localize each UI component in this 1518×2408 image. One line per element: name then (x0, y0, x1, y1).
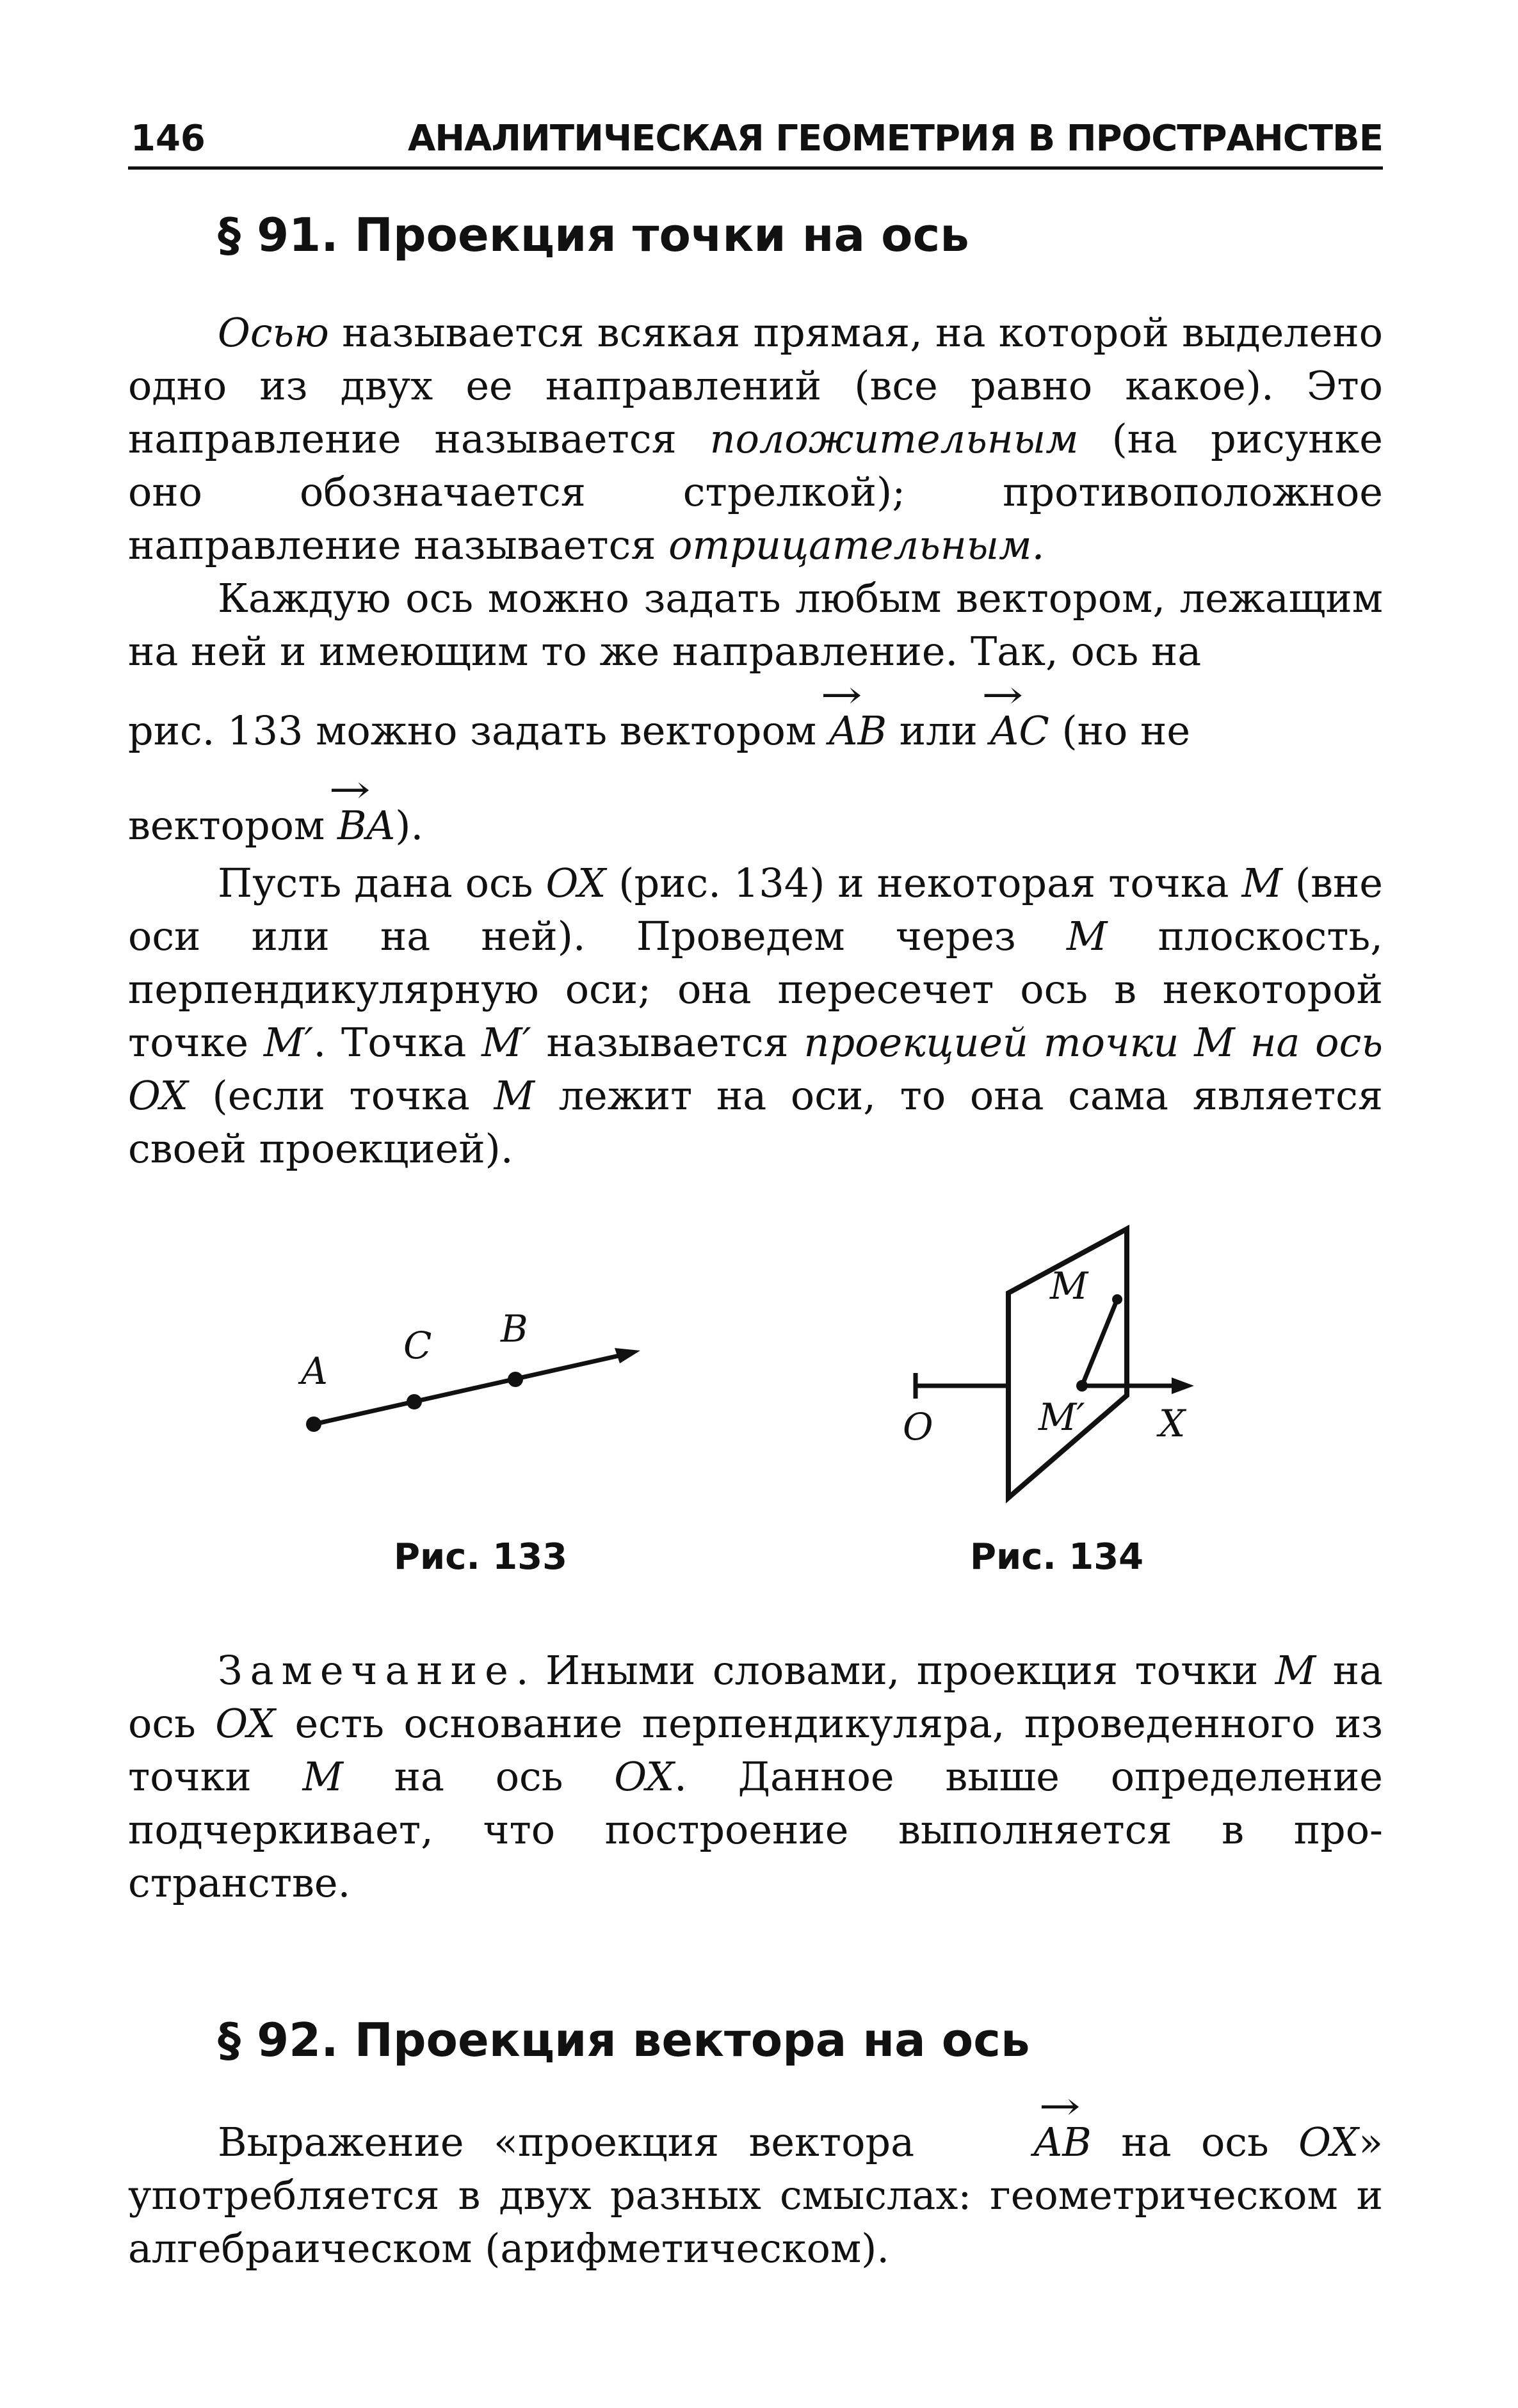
figure-133 (282, 1293, 666, 1459)
paragraph-point-projection: Пусть дана ось OX (рис. 134) и некоторая точка M (вне оси или на ней). Проведем через M плоскость, перпендикулярную оси; она пересечет ось в некоторой точке M′. Точка M′ называется проекцией точки M на ось OX (если точка M лежит на оси, то она сама является своей проекцией). (128, 860, 1384, 1172)
label-a: A (301, 1349, 328, 1393)
page-number: 146 (131, 118, 206, 159)
figure-134-drawing (896, 1216, 1229, 1523)
figure-134-caption: Рис. 134 (970, 1536, 1144, 1578)
label-m: M (1050, 1264, 1088, 1308)
term-positive: положительным (709, 415, 1079, 462)
term-projection: проекцией точки M на ось OX (128, 1019, 1383, 1119)
label-o: O (903, 1405, 933, 1449)
paragraph-axis-by-vector-line3: рис. 133 можно задать вектором → AB или → AC (но не (128, 704, 1383, 757)
section-91-title: § 91. Проекция точки на ось (218, 208, 969, 262)
paragraph-remark: Замечание. Иными словами, проекция точки M на ось OX есть основание перпендикуляра, проведенного из точки M на ось OX. Данное выше определение подчеркивает, что построение выполняется в пространстве. (128, 1647, 1384, 1906)
figure-134 (896, 1216, 1229, 1523)
term-negative: отрицательным. (668, 522, 1045, 568)
paragraph-axis-by-vector-line4: вектором → BA). (128, 799, 1383, 852)
point-a (306, 1417, 321, 1432)
label-c: C (403, 1324, 432, 1367)
label-x: X (1159, 1402, 1186, 1445)
paragraph-vector-projection: Выражение «проекция вектора → AB на ось OX» употребляется в двух разных смыслах: геометрическом и алгебраическом (арифметическом). (128, 2084, 1383, 2272)
vector-arrow-icon: → (328, 767, 371, 812)
axis-line (314, 1354, 627, 1424)
point-m (1112, 1294, 1122, 1304)
page-header (128, 109, 1383, 170)
vector-ab: → AB (829, 704, 887, 757)
axis-arrow-icon (615, 1348, 640, 1363)
remark-label: Замечание (218, 1647, 516, 1694)
point-c (407, 1394, 422, 1409)
point-m-prime (1076, 1380, 1088, 1392)
label-b: B (501, 1307, 528, 1351)
vector-arrow-icon: → (1038, 2084, 1081, 2129)
vector-ba: → BA (337, 799, 395, 852)
figure-133-drawing (282, 1293, 666, 1459)
vector-ab: → AB (944, 2115, 1092, 2169)
running-title: АНАЛИТИЧЕСКАЯ ГЕОМЕТРИЯ В ПРОСТРАНСТВЕ (407, 118, 1383, 159)
perpendicular (1082, 1299, 1117, 1386)
figure-133-caption: Рис. 133 (394, 1536, 568, 1578)
label-m-prime: M′ (1038, 1395, 1085, 1439)
paragraph-axis-definition: Осью называется всякая прямая, на которой выделено одно из двух ее направлений (все равно какое). Это направление называется положительным (на рисунке оно обозначается стрелкой); противоположное направление называется отрицательным. (128, 309, 1383, 568)
axis-arrow-icon (1172, 1377, 1194, 1394)
point-b (508, 1372, 523, 1387)
vector-arrow-icon: → (981, 673, 1024, 718)
vector-arrow-icon: → (820, 673, 862, 718)
vector-ac: → AC (990, 704, 1049, 757)
paragraph-axis-by-vector: Каждую ось можно задать любым вектором, лежащим на ней и имеющим то же направление. Так, ось на (128, 575, 1383, 675)
term-axis: Осью (218, 309, 329, 356)
section-92-title: § 92. Проекция вектора на ось (218, 2013, 1030, 2067)
